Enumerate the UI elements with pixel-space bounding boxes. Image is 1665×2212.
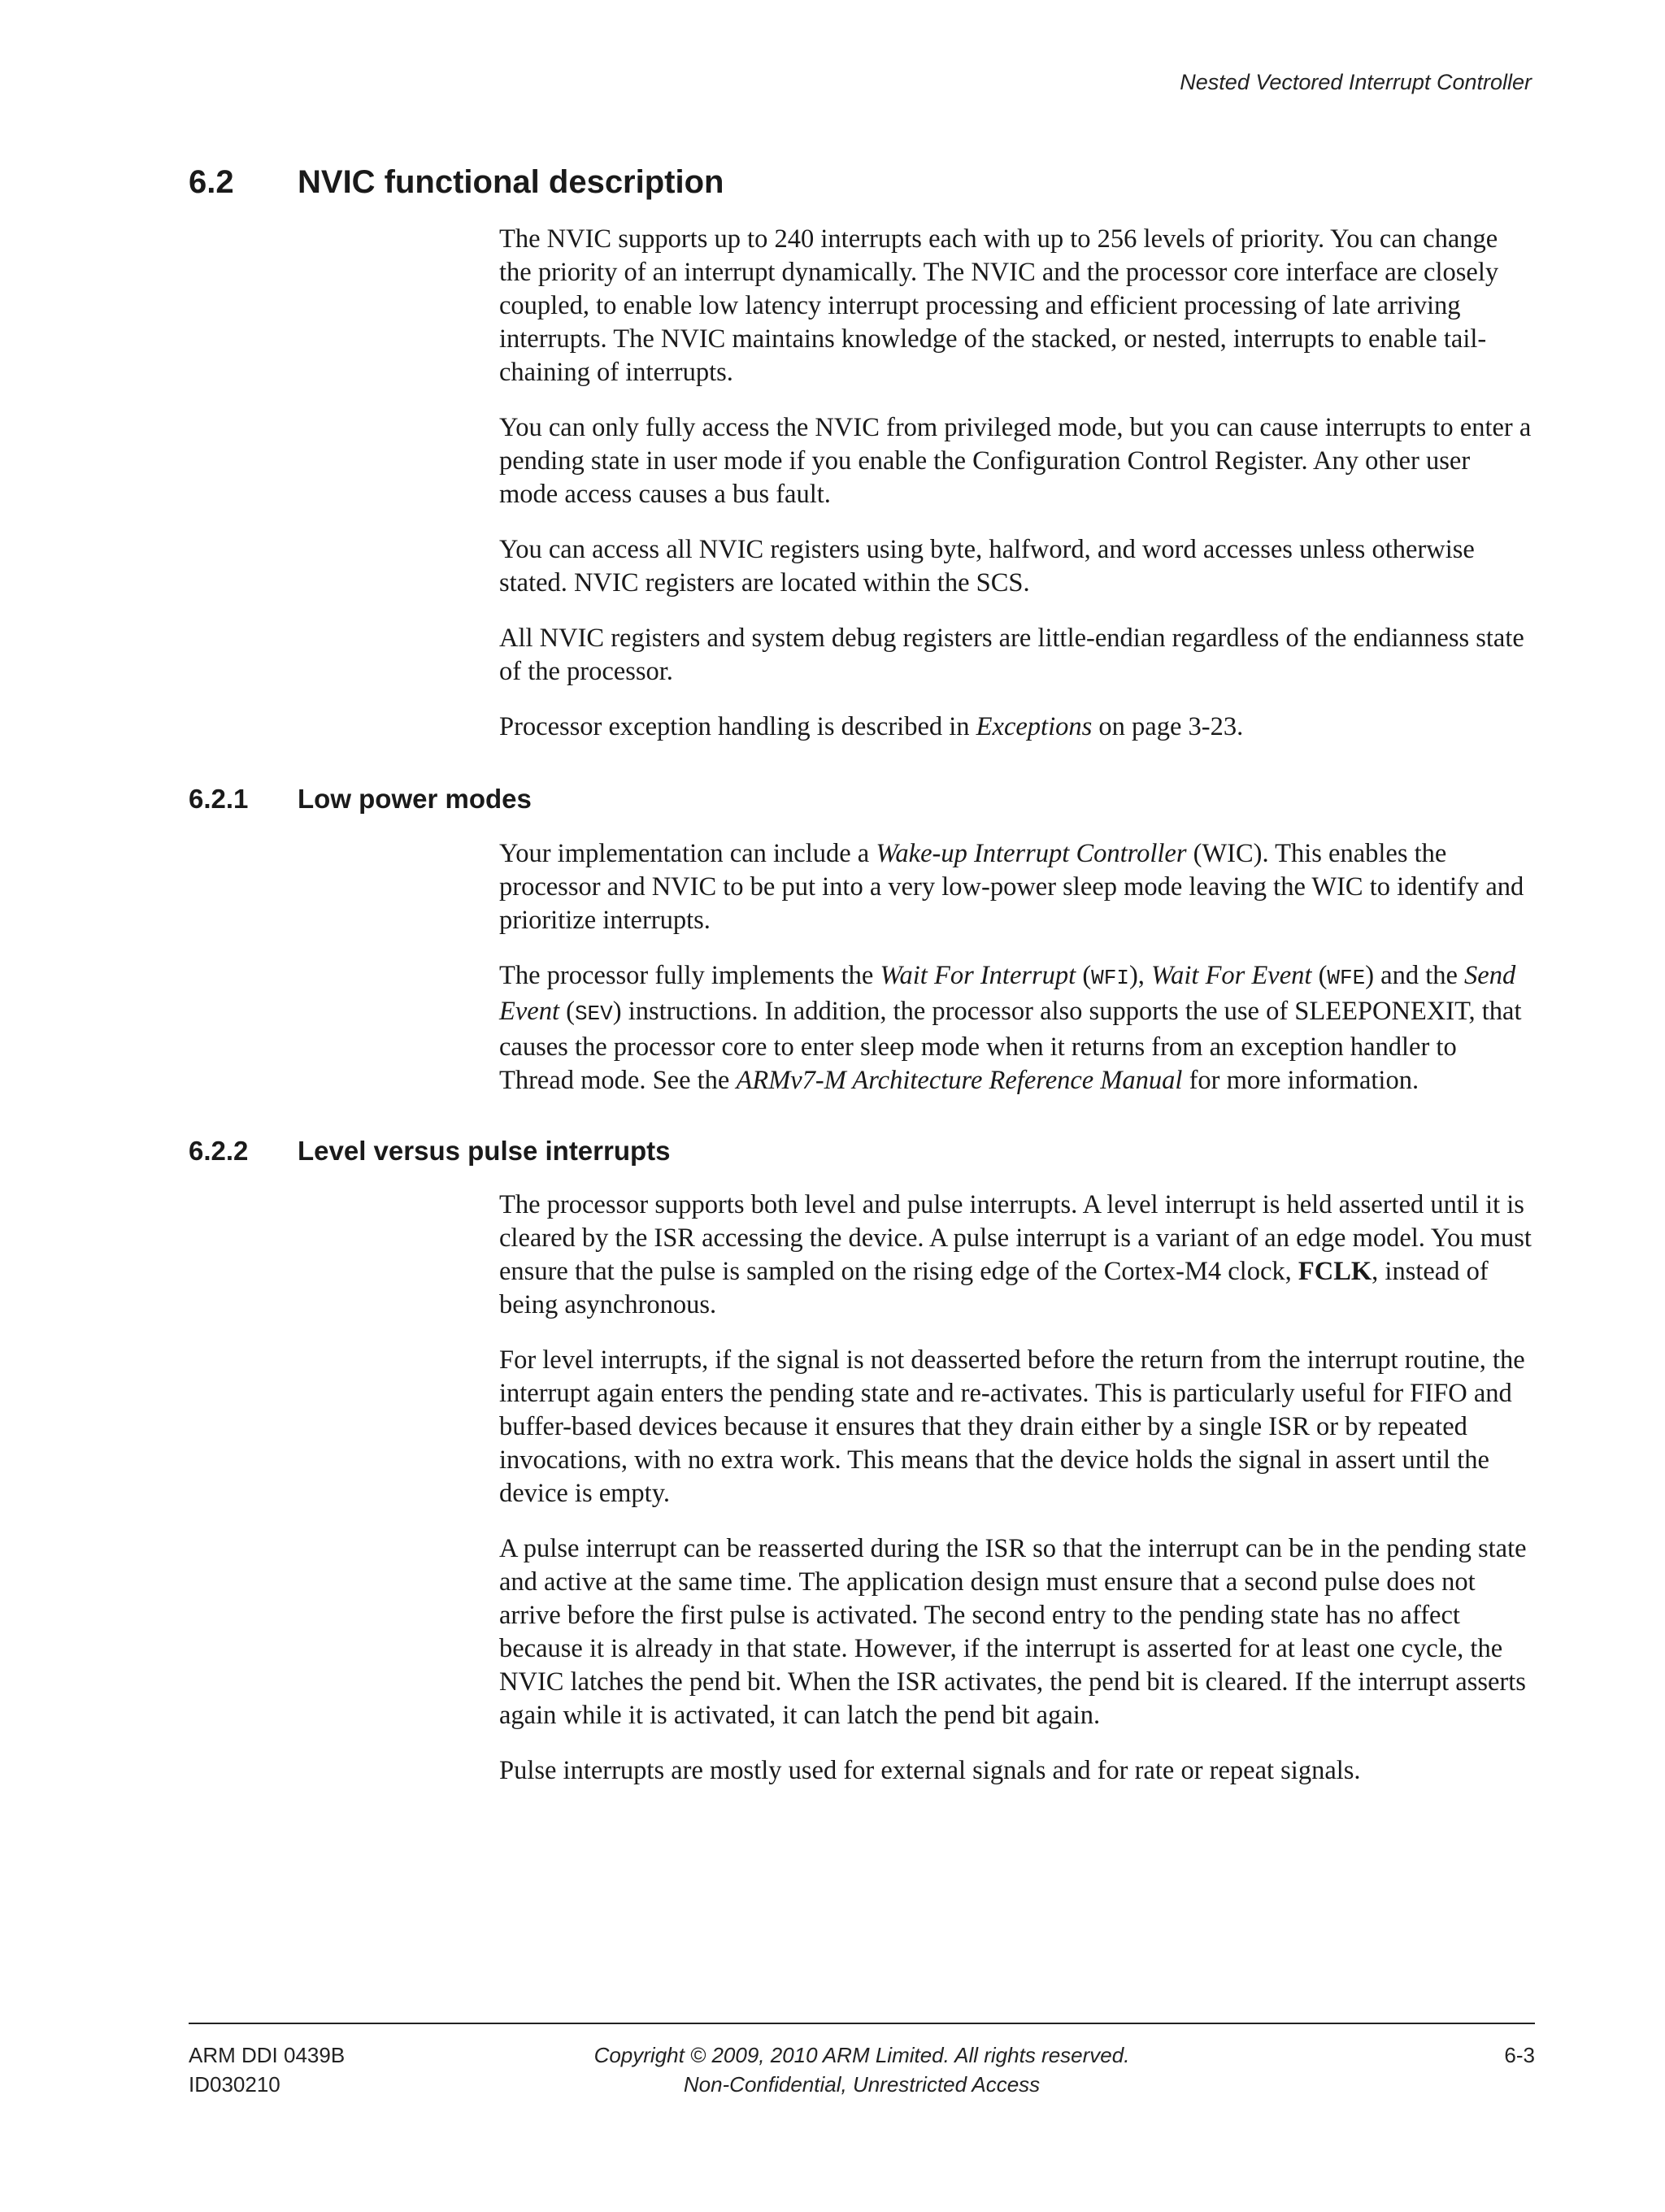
text-run: ( — [559, 997, 575, 1026]
subsection-body — [499, 1189, 1535, 1810]
section-title: NVIC functional description — [298, 164, 724, 200]
text-run: on page 3-23. — [1092, 712, 1244, 741]
term-emphasis: Send Event — [499, 961, 1516, 1026]
paragraph: You can access all NVIC registers using byte, halfword, and word accesses unless otherwise stated. NVIC registers are located within the SCS. — [499, 535, 1475, 598]
paragraph — [499, 1189, 1535, 1322]
signal-name: FCLK — [1298, 1257, 1372, 1286]
paragraph: All NVIC registers and system debug registers are little-endian regardless of the endianness state of the processor. — [499, 624, 1524, 686]
term-emphasis: Wait For Event — [1151, 961, 1312, 990]
access-notice: Non-Confidential, Unrestricted Access — [683, 2072, 1041, 2097]
footer-center — [488, 2040, 1236, 2099]
paragraph: The NVIC supports up to 240 interrupts each with up to 256 levels of priority. You can change the priority of an interrupt dynamically. The NVIC and the processor core interface are closely coupled, to enable low latency interrupt processing and efficient processing of late arriving interrupts. The NVIC maintains knowledge of the stacked, or nested, interrupts to enable tail-chaining of interrupts. — [499, 224, 1499, 387]
instruction-code: WFE — [1327, 966, 1366, 990]
text-run: instructions. In addition, the processor also supports the use of SLEEPONEXIT, that causes the processor core to enter sleep mode when it returns from an exception handler to Thread mode. See the — [499, 997, 1522, 1095]
text-run: , instead of being asynchronous. — [499, 1257, 1489, 1319]
text-run: Your implementation can include a — [499, 839, 876, 868]
subsection-heading — [189, 1134, 671, 1168]
copyright-notice: Copyright © 2009, 2010 ARM Limited. All rights reserved. — [593, 2043, 1130, 2067]
text-run: The processor supports both level and pulse interrupts. A level interrupt is held asserted until it is cleared by the ISR accessing the device. A pulse interrupt is a variant of an edge model. You must ensure that the pulse is sampled on the rising edge of the Cortex-M4 clock, — [499, 1190, 1532, 1286]
paragraph: Pulse interrupts are mostly used for external signals and for rate or repeat signals. — [499, 1756, 1361, 1785]
text-run: Processor exception handling is described in — [499, 712, 976, 741]
subsection-heading — [189, 782, 532, 816]
subsection-number: 6.2.1 — [189, 784, 249, 814]
subsection-number: 6.2.2 — [189, 1136, 249, 1166]
footer-right — [1504, 2040, 1535, 2070]
subsection-body — [499, 837, 1535, 1119]
section-number: 6.2 — [189, 164, 234, 200]
section-heading — [189, 161, 724, 203]
instruction-code: SEV — [574, 1002, 613, 1026]
paragraph — [499, 837, 1535, 937]
paragraph — [499, 711, 1535, 744]
term-emphasis: Wait For Interrupt — [880, 961, 1076, 990]
page-number: 6-3 — [1504, 2043, 1535, 2067]
paragraph: A pulse interrupt can be reasserted during the ISR so that the interrupt can be in the pending state and active at the same time. The application design must ensure that a second pulse does not arrive before the first pulse is activated. The second entry to the pending state has no affect because it is already in that state. However, if the interrupt is asserted for at least one cycle, the NVIC latches the pend bit. When the ISR activates, the pend bit is cleared. If the interrupt asserts again while it is activated, it can latch the pend bit again. — [499, 1534, 1527, 1730]
document-number: ARM DDI 0439B — [189, 2043, 346, 2067]
cross-reference-link[interactable]: Exceptions — [976, 712, 1093, 741]
running-header: Nested Vectored Interrupt Controller — [1180, 70, 1532, 94]
paragraph: You can only fully access the NVIC from privileged mode, but you can cause interrupts to enter a pending state in user mode if you enable the Configuration Control Register. Any other user mode access causes a bus fault. — [499, 413, 1532, 509]
text-run: ( — [1076, 961, 1092, 990]
manual-title: ARMv7-M Architecture Reference Manual — [736, 1066, 1183, 1095]
text-run: ( — [1311, 961, 1328, 990]
text-run: ) — [612, 997, 622, 1026]
text-run: The processor fully implements the — [499, 961, 880, 990]
paragraph: For level interrupts, if the signal is not deasserted before the return from the interrupt routine, the interrupt again enters the pending state and re-activates. This is particularly useful for FIFO and buffer-based devices because it ensures that they drain either by a single ISR or by repeated invocations, with no extra work. This means that the device holds the signal in assert until the device is empty. — [499, 1345, 1525, 1508]
text-run: (WIC). This enables the processor and NVIC to be put into a very low-power sleep mode leaving the WIC to identify and prioritize interrupts. — [499, 839, 1524, 935]
paragraph — [499, 959, 1535, 1097]
instruction-code: WFI — [1091, 966, 1129, 990]
text-run: for more information. — [1182, 1066, 1419, 1095]
footer-left — [189, 2040, 345, 2099]
subsection-title: Low power modes — [298, 784, 532, 814]
subsection-title: Level versus pulse interrupts — [298, 1136, 671, 1166]
text-run: ), — [1128, 961, 1152, 990]
text-run: and the — [1374, 961, 1465, 990]
document-id: ID030210 — [189, 2072, 280, 2097]
text-run: ) — [1365, 961, 1375, 990]
term-emphasis: Wake-up Interrupt Controller — [876, 839, 1187, 868]
footer-divider — [189, 2023, 1535, 2024]
section-body — [499, 223, 1535, 766]
